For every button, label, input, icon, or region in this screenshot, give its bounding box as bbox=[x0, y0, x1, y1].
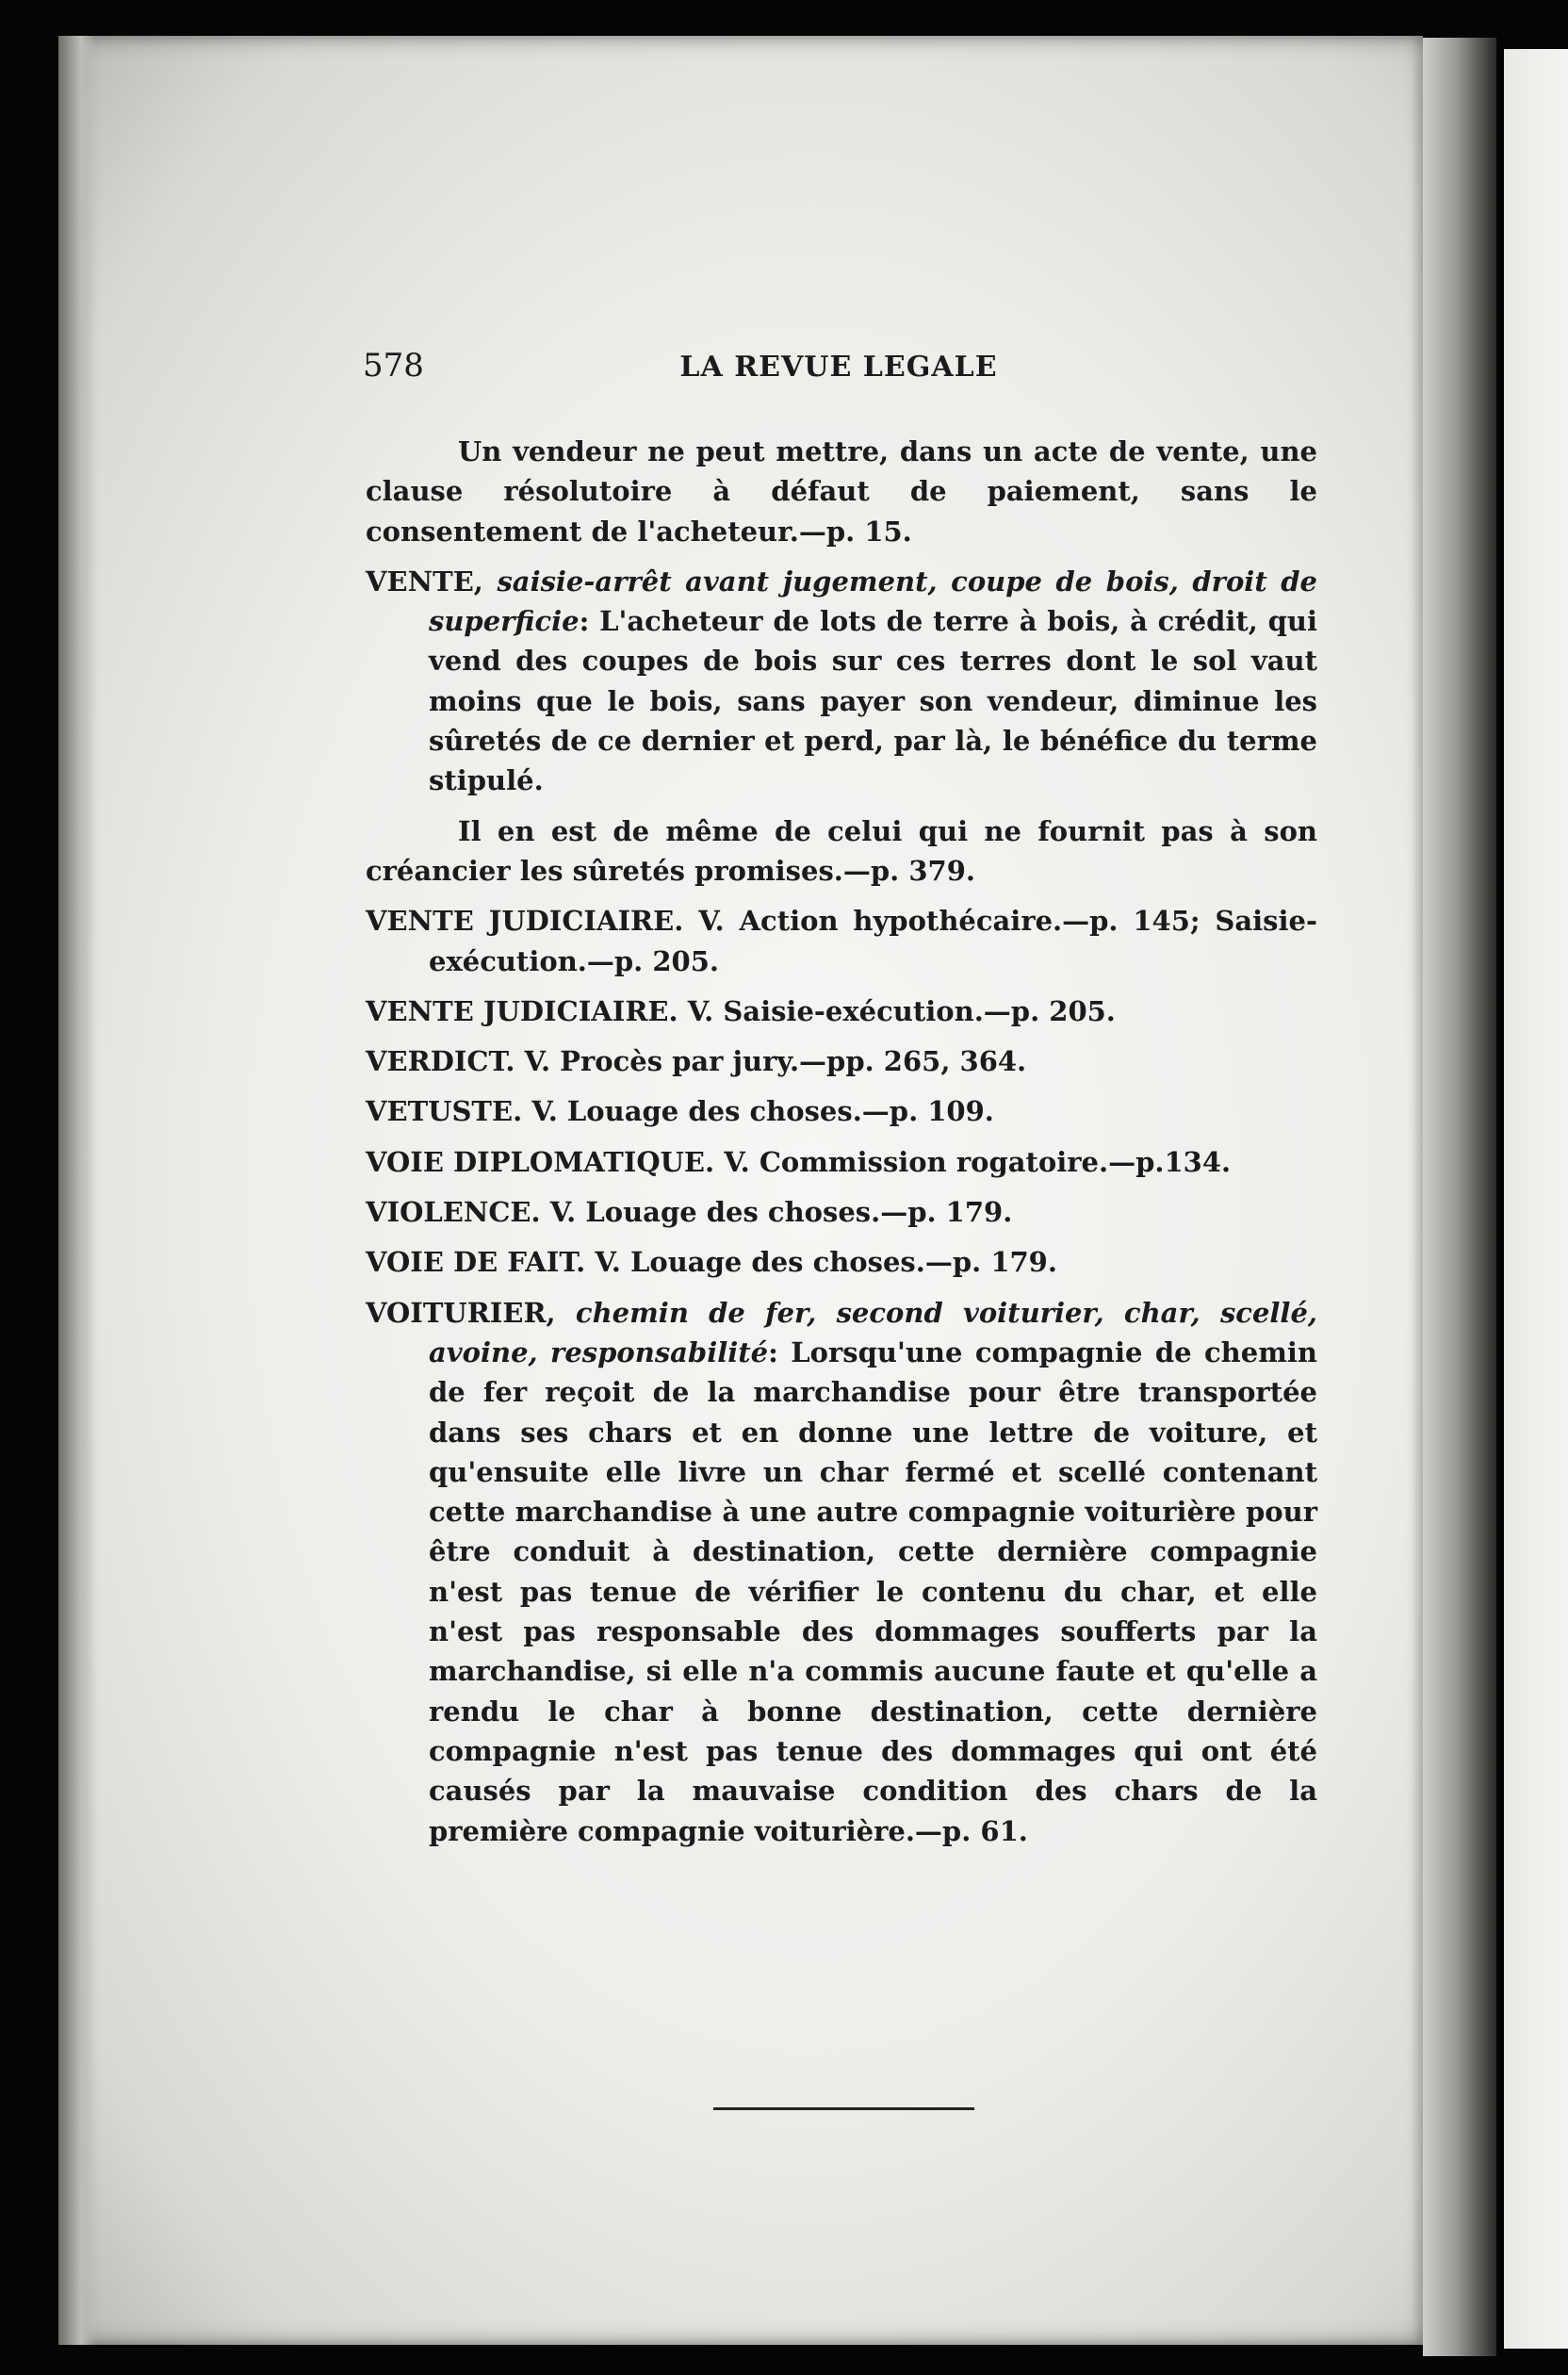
running-title: LA REVUE LEGALE bbox=[679, 351, 998, 384]
entry-vente-judiciaire-1: VENTE JUDICIAIRE. V. Action hypothécaire.—p. 145; Saisie-exécution.—p. 205. bbox=[366, 905, 1317, 977]
continuation-paragraph: Un vendeur ne peut mettre, dans un acte de vente, une clause résolutoire à défaut de paiement, sans le consentement de l'acheteur.—p. 15. bbox=[366, 435, 1317, 548]
entry-voiturier bbox=[366, 1293, 1317, 1851]
closing-rule bbox=[713, 2107, 974, 2110]
entry-violence: VIOLENCE. V. Louage des choses.—p. 179. bbox=[366, 1196, 1013, 1229]
entry-headword: VENTE, bbox=[366, 565, 483, 598]
entry-voie-diplomatique: VOIE DIPLOMATIQUE. V. Commission rogatoire.—p.134. bbox=[366, 1145, 1232, 1178]
entry-voie-de-fait: VOIE DE FAIT. V. Louage des choses.—p. 179. bbox=[366, 1246, 1057, 1279]
entry-vente-saisie-second-paragraph: Il en est de même de celui qui ne fournit pas à son créancier les sûretés promises.—p. 379. bbox=[366, 814, 1317, 887]
entry-vente-saisie bbox=[366, 562, 1317, 801]
entry-keywords: chemin de fer, second voiturier, char, scellé, avoine, responsabilité bbox=[429, 1296, 1317, 1368]
index-body bbox=[366, 432, 1317, 1851]
entry-text: : L'acheteur de lots de terre à bois, à crédit, qui vend des coupes de bois sur ces terres dont le sol vaut moins que le bois, sans payer son vendeur, diminue les sûretés de ce dernier et perd, par là, le bénéfice du terme stipulé. bbox=[429, 605, 1317, 797]
page-header bbox=[363, 347, 1315, 388]
entry-text: : Lorsqu'une compagnie de chemin de fer reçoit de la marchandise pour être transportée dans ses chars et en donne une lettre de voiture, et qu'ensuite elle livre un char fermé et scellé contenant cette marchandise à une autre compagnie voiturière pour être conduit à destination, cette dernière compagnie n'est pas tenue de vérifier le contenu du char, et elle n'est pas responsable des dommages soufferts par la marchandise, si elle n'a commis aucune faute et qu'elle a rendu le char à bonne destination, cette dernière compagnie n'est pas tenue des dommages qui ont été causés par la mauvaise condition des chars de la première compagnie voiturière.—p. 61. bbox=[429, 1335, 1317, 1847]
entry-headword: VOITURIER, bbox=[366, 1296, 556, 1329]
page-number: 578 bbox=[363, 347, 424, 385]
entry-vetuste: VETUSTE. V. Louage des choses.—p. 109. bbox=[366, 1095, 994, 1128]
entry-verdict: VERDICT. V. Procès par jury.—pp. 265, 364. bbox=[366, 1045, 1027, 1078]
entry-keywords: saisie-arrêt avant jugement, coupe de bois, droit de superficie bbox=[429, 565, 1317, 638]
entry-vente-judiciaire-2: VENTE JUDICIAIRE. V. Saisie-exécution.—p. 205. bbox=[366, 994, 1116, 1027]
